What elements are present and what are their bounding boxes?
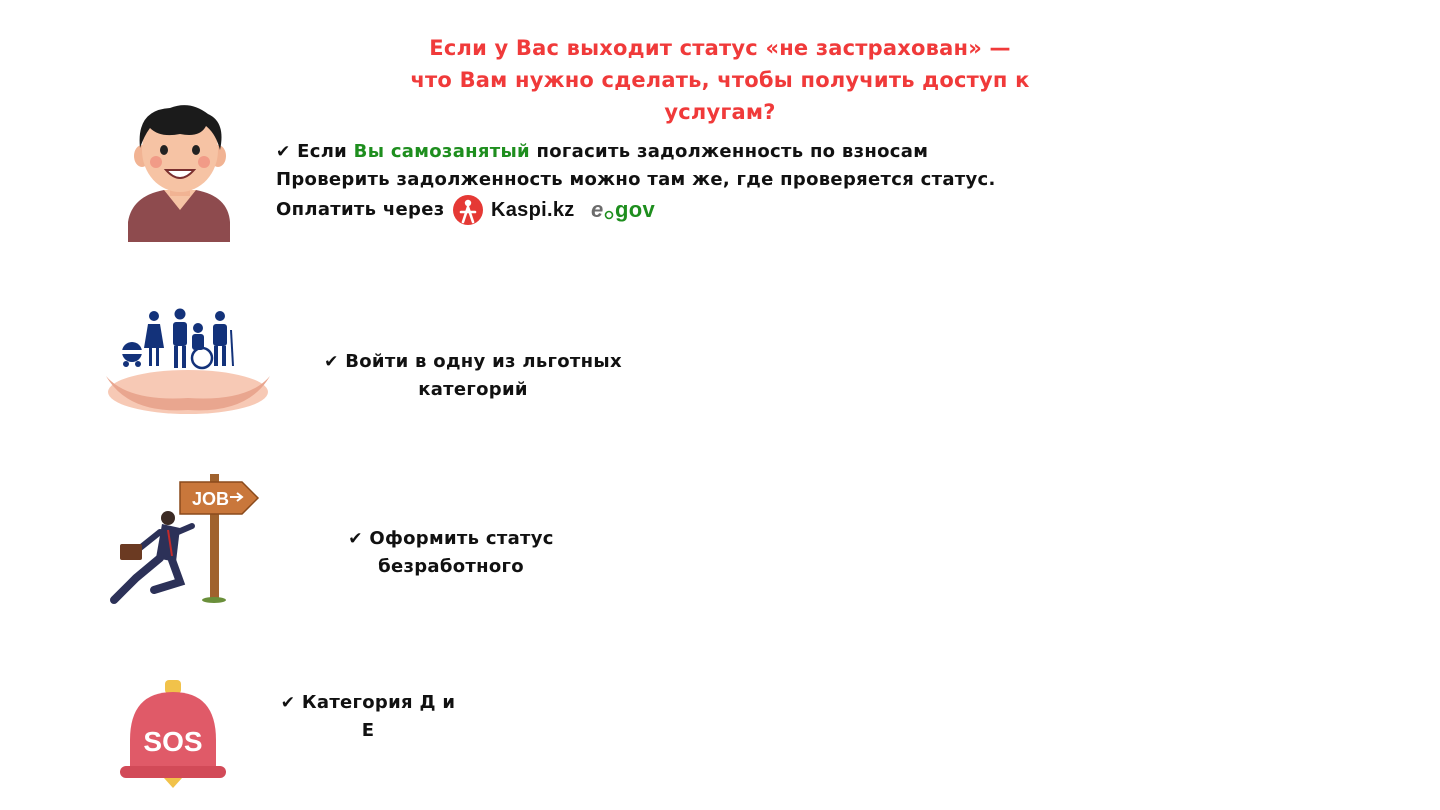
check-icon: ✔ xyxy=(324,352,339,372)
pay-line xyxy=(276,194,1056,226)
check-debt-line: Проверить задолженность можно там же, где проверяется статус. xyxy=(276,169,996,190)
benefit-line-1 xyxy=(310,348,636,376)
family-hands-icon xyxy=(98,306,278,418)
unemployed-text-1: Оформить статус xyxy=(369,528,554,549)
check-icon: ✔ xyxy=(276,142,291,162)
page-title xyxy=(380,32,1060,128)
category-de-line-1 xyxy=(274,689,462,717)
self-employed-prefix: Если xyxy=(297,141,348,162)
self-employed-highlight: Вы самозанятый xyxy=(353,141,530,162)
title-line-1: Если у Вас выходит статус «не застрахован» — xyxy=(429,36,1011,60)
category-de-text-1: Категория Д и xyxy=(301,692,456,713)
check-icon: ✔ xyxy=(280,693,296,713)
kaspi-logo-icon[interactable] xyxy=(453,194,583,226)
benefit-line-2: категорий xyxy=(418,379,528,400)
kaspi-label: Kaspi.kz xyxy=(490,199,575,221)
unemployed-block xyxy=(338,525,564,581)
self-employed-block xyxy=(276,138,1056,226)
egov-e-letter: e xyxy=(590,197,604,222)
benefit-category-block xyxy=(310,348,636,404)
job-seeker-icon xyxy=(106,466,262,606)
benefit-text-1: Войти в одну из льготных xyxy=(345,351,622,372)
sos-text: SOS xyxy=(143,726,203,757)
sos-bell-icon xyxy=(116,678,230,790)
title-line-2: что Вам нужно сделать, чтобы получить доступ к xyxy=(410,68,1030,92)
pay-via-label: Оплатить через xyxy=(276,199,445,220)
unemployed-line-1 xyxy=(338,525,564,553)
check-icon: ✔ xyxy=(348,529,363,549)
man-avatar-icon xyxy=(120,100,240,242)
unemployed-line-2: безработного xyxy=(378,556,524,577)
category-de-line-2: Е xyxy=(361,720,375,741)
job-sign-text: JOB xyxy=(192,489,230,509)
title-line-3: услугам? xyxy=(664,100,776,124)
egov-logo-icon[interactable] xyxy=(591,194,665,226)
self-employed-suffix: погасить задолженность по взносам xyxy=(536,141,929,162)
egov-label: gov xyxy=(614,197,655,222)
self-employed-line-1 xyxy=(276,138,1056,166)
category-de-block xyxy=(274,689,462,745)
